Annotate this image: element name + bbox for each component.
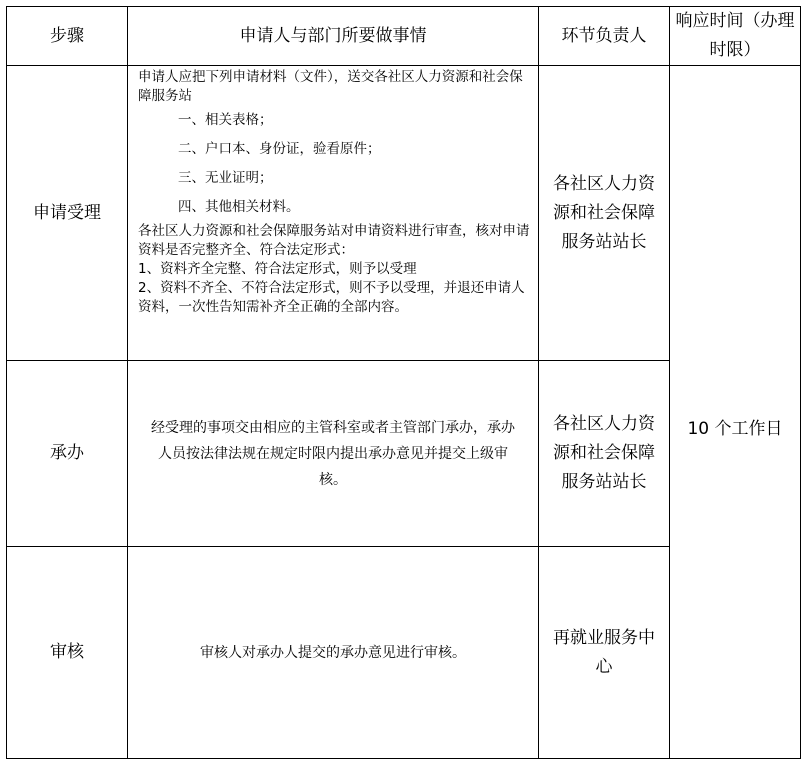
procedure-table [6, 6, 801, 759]
header-row [7, 7, 801, 66]
owner-cell: 各社区人力资源和社会保障服务站站长 [539, 361, 670, 547]
step-cell: 申请受理 [7, 66, 128, 361]
task-line: 1、资料齐全完整、符合法定形式，则予以受理 [138, 261, 417, 277]
time-limit-cell: 10 个工作日 [670, 66, 801, 759]
task-line: 2、资料不齐全、不符合法定形式，则不予以受理，并退还申请人资料，一次性告知需补齐全正确的全部内容。 [138, 280, 525, 315]
task-line: 二、户口本、身份证，验看原件； [178, 141, 381, 157]
tasks-cell [128, 66, 539, 361]
tasks-cell: 经受理的事项交由相应的主管科室或者主管部门承办，承办人员按法律法规在规定时限内提出承办意见并提交上级审核。 [128, 361, 539, 547]
task-line: 各社区人力资源和社会保障服务站对申请资料进行审查，核对申请资料是否完整齐全、符合法定形式： [138, 223, 530, 258]
header-tasks: 申请人与部门所要做事情 [128, 7, 539, 66]
task-line: 一、相关表格； [178, 112, 273, 128]
tasks-cell: 审核人对承办人提交的承办意见进行审核。 [128, 547, 539, 759]
task-line: 四、其他相关材料。 [178, 199, 300, 215]
header-step: 步骤 [7, 7, 128, 66]
step-cell: 审核 [7, 547, 128, 759]
table-row [7, 66, 801, 361]
header-owner: 环节负责人 [539, 7, 670, 66]
owner-cell: 再就业服务中心 [539, 547, 670, 759]
owner-cell: 各社区人力资源和社会保障服务站站长 [539, 66, 670, 361]
step-cell: 承办 [7, 361, 128, 547]
task-line: 申请人应把下列申请材料（文件），送交各社区人力资源和社会保障服务站 [138, 69, 523, 104]
task-line: 三、无业证明； [178, 170, 273, 186]
header-time: 响应时间（办理时限） [670, 7, 801, 66]
